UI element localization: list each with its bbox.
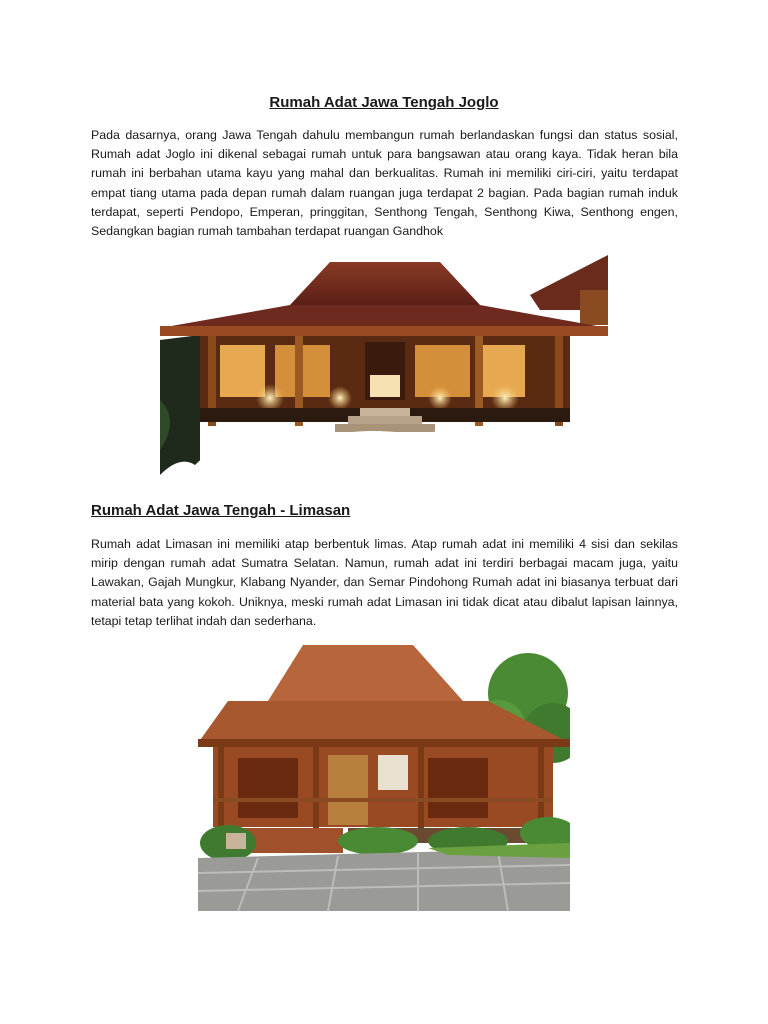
limasan-house-image — [198, 643, 570, 911]
section-title-joglo: Rumah Adat Jawa Tengah Joglo — [269, 94, 499, 111]
joglo-house-image — [160, 250, 608, 488]
paragraph-limasan: Rumah adat Limasan ini memiliki atap berbentuk limas. Atap rumah adat ini memiliki 4 sisi dan sekilas mirip dengan rumah adat Sumatra Selatan. Namun, rumah adat ini terdiri berbagai macam juga, yaitu Lawakan, Gajah Mungkur, Klabang Nyander, dan Semar Pindohong Rumah adat ini biasanya terbuat dari material bata yang kokoh. Uniknya, meski rumah adat Limasan ini tidak dicat atau dibalut lapisan lainnya, tetapi tetap terlihat indah dan sederhana. — [91, 537, 678, 628]
section-title-limasan: Rumah Adat Jawa Tengah - Limasan — [91, 502, 351, 519]
paragraph-joglo: Pada dasarnya, orang Jawa Tengah dahulu membangun rumah berlandaskan fungsi dan status sosial, Rumah adat Joglo ini dikenal sebagai rumah untuk para bangsawan atau orang kaya. Tidak heran bila rumah ini berbahan utama kayu yang mahal dan berkualitas. Rumah ini memiliki ciri-ciri, yaitu terdapat empat tiang utama pada depan rumah dalam ruangan juga terdapat 2 bagian. Pada bagian rumah induk terdapat, seperti Pendopo, Emperan, pringgitan, Senthong Tengah, Senthong Kiwa, Senthong engen, Sedangkan bagian rumah tambahan terdapat ruangan Gandhok — [91, 128, 678, 239]
